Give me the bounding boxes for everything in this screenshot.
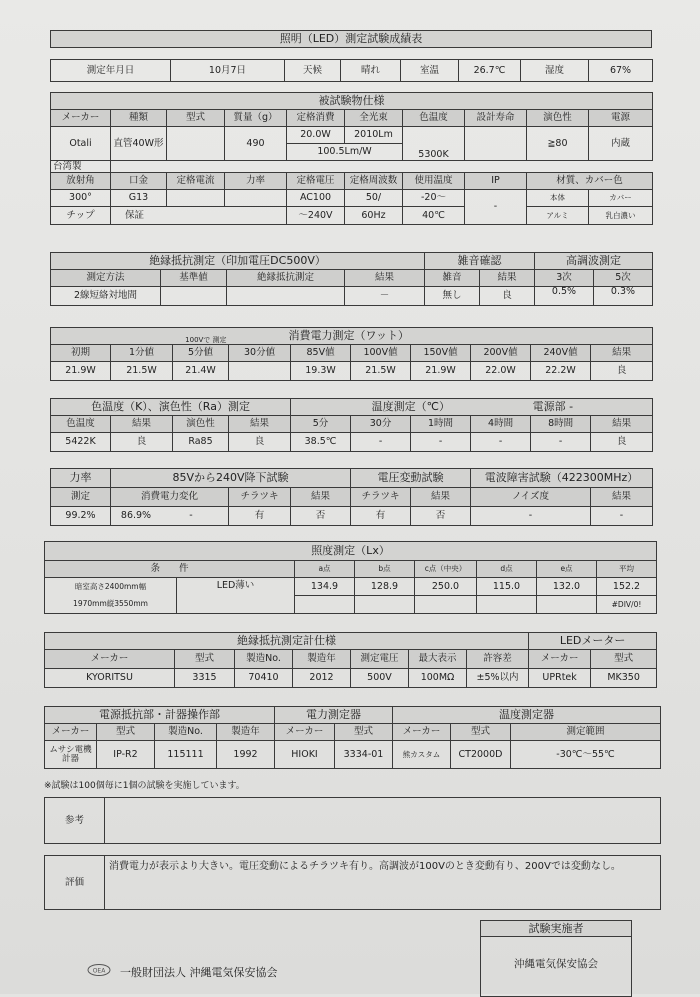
spec-header: 定格電流 bbox=[167, 173, 225, 190]
date-label: 測定年月日 bbox=[51, 60, 171, 82]
inst-header: メーカー bbox=[45, 724, 97, 741]
report-title-table bbox=[50, 30, 652, 48]
illum-value: 152.2 bbox=[597, 578, 657, 596]
color-value: Ra85 bbox=[173, 433, 229, 452]
insulation-header: 結果 bbox=[345, 270, 425, 287]
meter-spec-table bbox=[44, 632, 657, 688]
illum-header: 平均 bbox=[597, 561, 657, 578]
vfluct-header: チラツキ bbox=[351, 488, 411, 507]
color-header: 演色性 bbox=[173, 416, 229, 433]
power-value: 22.0W bbox=[471, 362, 531, 381]
spec-header: 力率 bbox=[225, 173, 287, 190]
temp-header: 8時間 bbox=[531, 416, 591, 433]
spec-mass: 490 bbox=[225, 127, 287, 161]
meter-value: 2012 bbox=[293, 669, 351, 688]
power-header: 初期 bbox=[51, 345, 111, 362]
pf-title: 力率 bbox=[51, 469, 111, 488]
inst-title: 電力測定器 bbox=[275, 707, 393, 724]
temp-header: 結果 bbox=[591, 416, 653, 433]
logo-text: OEA bbox=[92, 967, 106, 975]
color-header: 結果 bbox=[111, 416, 173, 433]
inst-header: 製造No. bbox=[155, 724, 217, 741]
spec-header: 材質、カバー色 bbox=[527, 173, 653, 190]
spec-header: 設計寿命 bbox=[465, 110, 527, 127]
insulation-result: － bbox=[345, 287, 425, 306]
insulation-standard bbox=[161, 287, 227, 306]
humidity-value: 67% bbox=[589, 60, 653, 82]
illum-header: c点（中央） bbox=[415, 561, 477, 578]
illum-condition: 1970mm縦3550mm bbox=[45, 596, 177, 614]
insulation-header: 絶縁抵抗測定 bbox=[227, 270, 345, 287]
spec-use-temp-b: 40℃ bbox=[403, 207, 465, 225]
vdrop-title: 85Vから240V降下試験 bbox=[111, 469, 351, 488]
spec-angle: 300° bbox=[51, 190, 111, 207]
inst-value: -30℃～55℃ bbox=[511, 741, 661, 769]
temp-value: 良 bbox=[591, 433, 653, 452]
vdrop-power-change bbox=[111, 507, 229, 526]
illuminance-table bbox=[44, 541, 657, 614]
noise-header: 雑音 bbox=[425, 270, 480, 287]
meter-header: 最大表示 bbox=[409, 650, 467, 669]
inst-value: HIOKI bbox=[275, 741, 335, 769]
spec-rated-power: 20.0W bbox=[287, 127, 345, 144]
illum-error: #DIV/0! bbox=[597, 596, 657, 614]
power-value: 21.9W bbox=[411, 362, 471, 381]
noise-value: 無し bbox=[425, 287, 480, 306]
color-title: 色温度（K）、演色性（Ra）測定 bbox=[51, 399, 291, 416]
illum-cond-header: 条 件 bbox=[45, 561, 295, 578]
insulation-title: 絶縁抵抗測定（印加電圧DC500V） bbox=[51, 253, 425, 270]
vfluct-value: 否 bbox=[411, 507, 471, 526]
illum-header: b点 bbox=[355, 561, 415, 578]
illum-value: 128.9 bbox=[355, 578, 415, 596]
power-value bbox=[229, 362, 291, 381]
illum-header: a点 bbox=[295, 561, 355, 578]
illum-value: 134.9 bbox=[295, 578, 355, 596]
date-value: 10月7日 bbox=[171, 60, 285, 82]
spec-model bbox=[167, 127, 225, 161]
measurement-date-table bbox=[50, 59, 653, 82]
vfluct-title: 電圧変動試験 bbox=[351, 469, 471, 488]
spec-header: 口金 bbox=[111, 173, 167, 190]
spec-voltage: AC100 bbox=[287, 190, 345, 207]
illum-empty bbox=[477, 596, 537, 614]
temp-section-label: 電源部 - bbox=[531, 399, 653, 416]
inst-value: 1992 bbox=[217, 741, 275, 769]
color-value: 良 bbox=[111, 433, 173, 452]
report-title: 照明（LED）測定試験成績表 bbox=[51, 31, 652, 48]
led-meter-title: LEDメーター bbox=[529, 633, 657, 650]
spec-current bbox=[167, 190, 225, 207]
illum-header: e点 bbox=[537, 561, 597, 578]
spec-header: 質量（g） bbox=[225, 110, 287, 127]
organization-name: 一般財団法人 沖縄電気保安協会 bbox=[120, 966, 278, 979]
meter-header: 製造年 bbox=[293, 650, 351, 669]
power-value: 21.5W bbox=[351, 362, 411, 381]
pf-value: 99.2% bbox=[51, 507, 111, 526]
emi-value: - bbox=[591, 507, 653, 526]
insulation-measured bbox=[227, 287, 345, 306]
tester-name: 沖縄電気保安協会 bbox=[481, 937, 632, 997]
power-header: 85V値 bbox=[291, 345, 351, 362]
inst-title: 電源抵抗部・計器操作部 bbox=[45, 707, 275, 724]
meter-value: 70410 bbox=[235, 669, 293, 688]
eval-text: 消費電力が表示より大きい。電圧変動によるチラツキ有り。高調波が100Vのとき変動有り、200Vでは変動なし。 bbox=[105, 856, 661, 910]
meter-value: KYORITSU bbox=[45, 669, 175, 688]
temp-value: - bbox=[411, 433, 471, 452]
color-header: 色温度 bbox=[51, 416, 111, 433]
insulation-header: 基準値 bbox=[161, 270, 227, 287]
room-temp-label: 室温 bbox=[401, 60, 459, 82]
temp-value: - bbox=[531, 433, 591, 452]
spec-header: 定格消費 bbox=[287, 110, 345, 127]
insulation-method: 2線短絡対地間 bbox=[51, 287, 161, 306]
footnote: ※試験は100個毎に1個の試験を実施しています。 bbox=[44, 781, 245, 791]
temp-title: 温度測定（℃） bbox=[291, 399, 531, 416]
meter-header: メーカー bbox=[45, 650, 175, 669]
meter-value: 100MΩ bbox=[409, 669, 467, 688]
power-header: 240V値 bbox=[531, 345, 591, 362]
spec-title: 被試験物仕様 bbox=[51, 93, 653, 110]
emi-title: 電波障害試験（422300MHz） bbox=[471, 469, 653, 488]
spec-base: G13 bbox=[111, 190, 167, 207]
power-header: 150V値 bbox=[411, 345, 471, 362]
illum-condition: 暗室高さ2400mm幅 bbox=[45, 578, 177, 596]
meter-header: 許容差 bbox=[467, 650, 529, 669]
inst-value: ムサシ電機計器 bbox=[45, 741, 97, 769]
spec-life bbox=[465, 127, 527, 161]
spec-chip-value: 保証 bbox=[111, 207, 287, 225]
instruments-table bbox=[44, 706, 661, 769]
pf-sub: 測定 bbox=[51, 488, 111, 507]
meter-value: 500V bbox=[351, 669, 409, 688]
inst-header: 型式 bbox=[335, 724, 393, 741]
spec-freq: 50/ bbox=[345, 190, 403, 207]
weather-value: 晴れ bbox=[341, 60, 401, 82]
illum-header: d点 bbox=[477, 561, 537, 578]
power-header: 200V値 bbox=[471, 345, 531, 362]
spec-body-material: アルミ bbox=[527, 207, 589, 225]
noise-header: 結果 bbox=[480, 270, 535, 287]
illum-empty bbox=[537, 596, 597, 614]
spec-origin: 台湾製 bbox=[51, 161, 111, 173]
inst-value: 3334-01 bbox=[335, 741, 393, 769]
spec-cover-label: カバー bbox=[589, 190, 653, 207]
emi-header: ノイズ度 bbox=[471, 488, 591, 507]
spec-cri: ≧80 bbox=[527, 127, 589, 161]
illum-empty bbox=[415, 596, 477, 614]
inst-value: 熊カスタム bbox=[393, 741, 451, 769]
inst-header: 製造年 bbox=[217, 724, 275, 741]
spec-lumen: 2010Lm bbox=[345, 127, 403, 144]
noise-title: 雑音確認 bbox=[425, 253, 535, 270]
emi-header: 結果 bbox=[591, 488, 653, 507]
illum-value: 250.0 bbox=[415, 578, 477, 596]
power-header: 30分値 bbox=[229, 345, 291, 362]
humidity-label: 湿度 bbox=[521, 60, 589, 82]
meter-header: メーカー bbox=[529, 650, 591, 669]
power-header: 100V値 bbox=[351, 345, 411, 362]
spec-header: 定格電圧 bbox=[287, 173, 345, 190]
illum-value: 132.0 bbox=[537, 578, 597, 596]
power-table bbox=[50, 327, 653, 381]
harmonic-header: 3次 bbox=[535, 270, 594, 287]
harmonic-table bbox=[534, 252, 653, 306]
vfluct-value: 有 bbox=[351, 507, 411, 526]
vdrop-value: 否 bbox=[291, 507, 351, 526]
spec-header: IP bbox=[465, 173, 527, 190]
vfluct-header: 結果 bbox=[411, 488, 471, 507]
illum-type: LED薄い bbox=[177, 578, 295, 614]
vdrop-header: 消費電力変化 bbox=[111, 488, 229, 507]
spec-maker: Otali bbox=[51, 127, 111, 161]
spec-power-source: 内蔵 bbox=[589, 127, 653, 161]
inst-value: 115111 bbox=[155, 741, 217, 769]
spec-header: 色温度 bbox=[403, 110, 465, 127]
remarks-text bbox=[105, 798, 661, 844]
spec-ip: - bbox=[465, 190, 527, 225]
spec-header: 電源 bbox=[589, 110, 653, 127]
spec-origin-blank bbox=[111, 161, 653, 173]
power-header: 1分値 bbox=[111, 345, 173, 362]
remarks-table bbox=[44, 797, 661, 844]
power-value: 21.9W bbox=[51, 362, 111, 381]
eval-label: 評価 bbox=[45, 856, 105, 910]
meter-header: 測定電圧 bbox=[351, 650, 409, 669]
spec-header: 型式 bbox=[167, 110, 225, 127]
power-title: 消費電力測定（ワット） bbox=[229, 328, 653, 345]
weather-label: 天候 bbox=[285, 60, 341, 82]
color-value: 5422K bbox=[51, 433, 111, 452]
noise-table bbox=[424, 252, 535, 306]
power-value: 22.2W bbox=[531, 362, 591, 381]
association-logo-icon bbox=[86, 963, 112, 977]
inst-header: メーカー bbox=[393, 724, 451, 741]
spec-kind: 直管40W形 bbox=[111, 127, 167, 161]
harmonic-header: 5次 bbox=[594, 270, 653, 287]
harmonic-5th: 0.3% bbox=[594, 287, 653, 306]
power-value: 21.4W bbox=[173, 362, 229, 381]
vdrop-header: チラツキ bbox=[229, 488, 291, 507]
tester-label: 試験実施者 bbox=[481, 921, 632, 937]
spec-header: 全光束 bbox=[345, 110, 403, 127]
temp-value: - bbox=[351, 433, 411, 452]
inst-title: 温度測定器 bbox=[393, 707, 661, 724]
color-value: 良 bbox=[229, 433, 291, 452]
power-value: 21.5W bbox=[111, 362, 173, 381]
inst-header: 型式 bbox=[97, 724, 155, 741]
meter-header: 製造No. bbox=[235, 650, 293, 669]
spec-freq-b: 60Hz bbox=[345, 207, 403, 225]
spec-body-label: 本体 bbox=[527, 190, 589, 207]
noise-result: 良 bbox=[480, 287, 535, 306]
meter-value: ±5%以内 bbox=[467, 669, 529, 688]
meter-value: MK350 bbox=[591, 669, 657, 688]
temp-header: 4時間 bbox=[471, 416, 531, 433]
spec-header: 定格周波数 bbox=[345, 173, 403, 190]
inst-value: IP-R2 bbox=[97, 741, 155, 769]
illum-title: 照度測定（Lx） bbox=[45, 542, 657, 561]
color-header: 結果 bbox=[229, 416, 291, 433]
spec-header: メーカー bbox=[51, 110, 111, 127]
voltage-test-table bbox=[50, 468, 653, 526]
harmonic-title: 高調波測定 bbox=[535, 253, 653, 270]
power-value: 19.3W bbox=[291, 362, 351, 381]
illum-empty bbox=[295, 596, 355, 614]
power-note: 100Vで 測定 bbox=[51, 328, 229, 345]
spec-header: 種類 bbox=[111, 110, 167, 127]
color-temp-table bbox=[50, 398, 653, 452]
vdrop-value: 86.9% bbox=[120, 510, 152, 522]
specimen-spec-table bbox=[50, 92, 653, 225]
meter-header: 型式 bbox=[591, 650, 657, 669]
tester-table bbox=[480, 920, 632, 997]
temp-header: 1時間 bbox=[411, 416, 471, 433]
power-header: 結果 bbox=[591, 345, 653, 362]
illum-empty bbox=[355, 596, 415, 614]
insulation-table bbox=[50, 252, 425, 306]
remarks-label: 参考 bbox=[45, 798, 105, 844]
spec-color-temp: 5300K bbox=[403, 127, 465, 161]
spec-chip-label: チップ bbox=[51, 207, 111, 225]
temp-header: 30分 bbox=[351, 416, 411, 433]
vdrop-header: 結果 bbox=[291, 488, 351, 507]
spec-header: 使用温度 bbox=[403, 173, 465, 190]
meter-value: UPRtek bbox=[529, 669, 591, 688]
temp-header: 5分 bbox=[291, 416, 351, 433]
room-temp-value: 26.7℃ bbox=[459, 60, 521, 82]
spec-cover-material: 乳白濃い bbox=[589, 207, 653, 225]
vdrop-value: - bbox=[189, 510, 193, 522]
spec-header: 放射角 bbox=[51, 173, 111, 190]
emi-value: - bbox=[471, 507, 591, 526]
power-value: 良 bbox=[591, 362, 653, 381]
spec-voltage-b: ～240V bbox=[287, 207, 345, 225]
spec-use-temp: -20～ bbox=[403, 190, 465, 207]
spec-header: 演色性 bbox=[527, 110, 589, 127]
harmonic-3rd: 0.5% bbox=[535, 287, 594, 306]
inst-value: CT2000D bbox=[451, 741, 511, 769]
inst-header: メーカー bbox=[275, 724, 335, 741]
illum-value: 115.0 bbox=[477, 578, 537, 596]
spec-efficacy: 100.5Lm/W bbox=[287, 144, 403, 161]
inst-header: 測定範囲 bbox=[511, 724, 661, 741]
vdrop-value: 有 bbox=[229, 507, 291, 526]
temp-value: 38.5℃ bbox=[291, 433, 351, 452]
spec-pf bbox=[225, 190, 287, 207]
evaluation-table bbox=[44, 855, 661, 910]
temp-value: - bbox=[471, 433, 531, 452]
insulation-header: 測定方法 bbox=[51, 270, 161, 287]
meter-value: 3315 bbox=[175, 669, 235, 688]
inst-header: 型式 bbox=[451, 724, 511, 741]
meter-title: 絶縁抵抗測定計仕様 bbox=[45, 633, 529, 650]
meter-header: 型式 bbox=[175, 650, 235, 669]
power-header: 5分値 bbox=[173, 345, 229, 362]
